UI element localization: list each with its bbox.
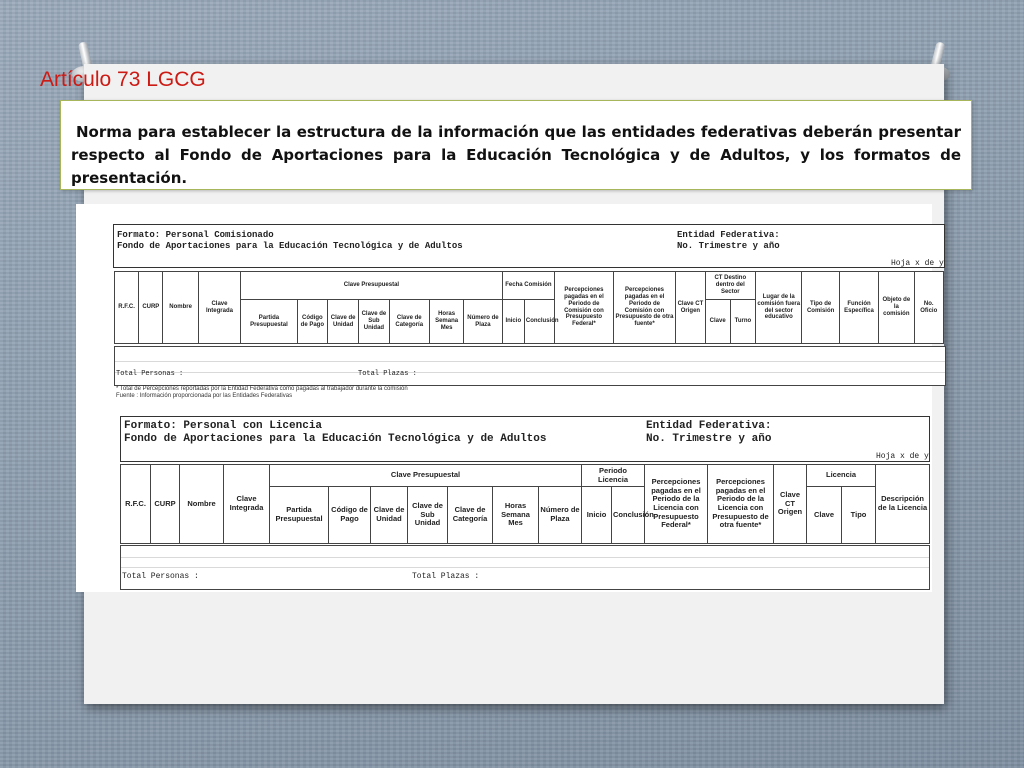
intro-box (60, 100, 972, 190)
f2-col-licencia: Licencia (807, 465, 876, 487)
form2-sheet-label: Hoja x de y (876, 452, 929, 461)
f2-col-percepciones-otra: Percepciones pagadas en el Periodo de la Licencia con Presupuesto de otra fuente* (708, 465, 774, 544)
form2-body (120, 545, 930, 590)
form2-quarter-label: No. Trimestre y año (646, 433, 772, 445)
f2-col-clave-categoria: Clave de Categoría (448, 487, 493, 544)
f1-col-clave-integrada: Clave Integrada (198, 272, 240, 344)
f2-col-descripcion: Descripción de la Licencia (876, 465, 930, 544)
f2-col-tipo: Tipo (842, 487, 876, 544)
f2-col-horas: Horas Semana Mes (493, 487, 539, 544)
f1-col-curp: CURP (139, 272, 163, 344)
f1-col-clave: Clave (705, 300, 730, 344)
f1-col-clave-subunidad: Clave de Sub Unidad (359, 300, 389, 344)
f1-col-ct-destino: CT Destino dentro del Sector (705, 272, 755, 300)
f2-col-clave: Clave (807, 487, 842, 544)
form1-header-table (114, 271, 944, 344)
f2-col-conclusion: Conclusión (612, 487, 645, 544)
f2-col-partida: Partida Presupuestal (270, 487, 329, 544)
form2-fund-name: Fondo de Aportaciones para la Educación Tecnológica y de Adultos (124, 433, 547, 445)
f2-col-numero-plaza: Número de Plaza (539, 487, 582, 544)
f1-col-horas: Horas Semana Mes (429, 300, 463, 344)
f1-col-fecha-comision: Fecha Comisión (502, 272, 554, 300)
f1-col-turno: Turno (730, 300, 755, 344)
f1-col-numero-plaza: Número de Plaza (464, 300, 502, 344)
f2-col-ct-origen: Clave CT Origen (774, 465, 807, 544)
form2-header (120, 416, 930, 462)
f1-col-clave-presupuestal: Clave Presupuestal (241, 272, 503, 300)
f1-col-lugar: Lugar de la comisión fuera del sector educativo (756, 272, 802, 344)
form1-fund-name: Fondo de Aportaciones para la Educación Tecnológica y de Adultos (117, 241, 463, 251)
f2-col-clave-integrada: Clave Integrada (224, 465, 270, 544)
intro-text: Norma para establecer la estructura de la información que las entidades federativas deberán presentar respecto al Fondo de Aportaciones para la Educación Tecnológica y de Adultos, y los formatos de presentación. (71, 123, 961, 187)
form2-total-plazas: Total Plazas : (412, 572, 480, 581)
form2-entity-label: Entidad Federativa: (646, 420, 772, 432)
f1-col-ct-origen: Clave CT Origen (676, 272, 705, 344)
f1-col-percepciones-otra: Percepciones pagadas en el Periodo de Comisión con Presupuesto de otra fuente* (613, 272, 676, 344)
f1-col-nombre: Nombre (163, 272, 198, 344)
f1-col-clave-unidad: Clave de Unidad (327, 300, 358, 344)
f2-col-clave-unidad: Clave de Unidad (371, 487, 408, 544)
f1-col-objeto: Objeto de la comisión (879, 272, 914, 344)
f1-col-clave-categoria: Clave de Categoría (389, 300, 429, 344)
form2-header-table (120, 464, 930, 544)
f2-col-nombre: Nombre (180, 465, 224, 544)
f2-col-clave-subunidad: Clave de Sub Unidad (408, 487, 448, 544)
f1-col-percepciones-federal: Percepciones pagadas en el Periodo de Comisión con Presupuesto Federal* (555, 272, 614, 344)
form2-format-title: Formato: Personal con Licencia (124, 420, 323, 432)
f2-col-rfc: R.F.C. (121, 465, 151, 544)
f2-col-codigo-pago: Código de Pago (329, 487, 371, 544)
f1-col-tipo-comision: Tipo de Comisión (802, 272, 839, 344)
form1-total-plazas: Total Plazas : (358, 370, 417, 378)
f1-col-no-oficio: No. Oficio (914, 272, 943, 344)
f2-col-curp: CURP (151, 465, 180, 544)
slide-title: Artículo 73 LGCG (40, 68, 206, 91)
form1-entity-label: Entidad Federativa: (677, 230, 780, 240)
form1-sheet-label: Hoja x de y (891, 259, 944, 268)
f2-col-percepciones-federal: Percepciones pagadas en el Periodo de la Licencia con Presupuesto Federal* (645, 465, 708, 544)
form2-total-personas: Total Personas : (122, 572, 199, 581)
f1-col-conclusion: Conclusión (524, 300, 554, 344)
form1-total-personas: Total Personas : (116, 370, 184, 378)
form1-note: * Total de Percepciones reportadas por la Entidad Federativa como pagadas al trabajador durante la comisión (116, 386, 408, 392)
f2-col-periodo-licencia: Periodo Licencia (582, 465, 645, 487)
f1-col-codigo-pago: Código de Pago (297, 300, 327, 344)
f1-col-partida: Partida Presupuestal (241, 300, 298, 344)
form1-quarter-label: No. Trimestre y año (677, 241, 780, 251)
formats-document-image (76, 204, 944, 592)
f2-col-inicio: Inicio (582, 487, 612, 544)
f2-col-clave-presupuestal: Clave Presupuestal (270, 465, 582, 487)
f1-col-rfc: R.F.C. (115, 272, 139, 344)
form1-format-title: Formato: Personal Comisionado (117, 230, 274, 240)
form1-source: Fuente : Información proporcionada por las Entidades Federativas (116, 393, 293, 399)
f1-col-funcion: Función Específica (839, 272, 878, 344)
form1-header (113, 224, 945, 268)
f1-col-inicio: Inicio (502, 300, 524, 344)
form1-body (114, 346, 946, 386)
